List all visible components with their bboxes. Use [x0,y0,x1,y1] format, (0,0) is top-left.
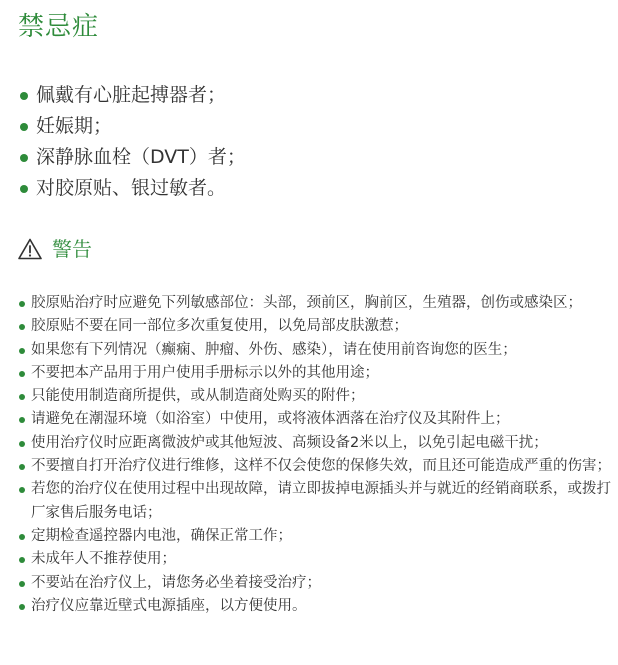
bullet-icon [19,464,25,470]
bullet-icon [19,487,25,493]
list-item-text: 妊娠期； [36,115,113,137]
list-item-text: 请避免在潮湿环境（如浴室）中使用，或将液体洒落在治疗仪及其附件上； [31,411,510,428]
list-item [18,408,614,431]
list-item [18,362,614,385]
list-item [18,80,246,111]
bullet-icon [19,557,25,563]
bullet-icon [19,604,25,610]
bullet-icon [19,301,25,307]
list-item-text: 深静脉血栓（DVT）者； [36,146,246,168]
list-item-text: 佩戴有心脏起搏器者； [36,84,227,106]
warning-triangle-icon [18,238,42,260]
bullet-icon [19,441,25,447]
bullet-icon [19,534,25,540]
list-item [18,292,614,315]
warning-title: 警告 [52,237,92,261]
list-item [18,548,614,571]
bullet-icon [19,394,25,400]
list-item [18,455,614,478]
warnings-list [18,292,614,618]
list-item-text: 不要站在治疗仪上，请您务必坐着接受治疗； [31,574,321,591]
bullet-icon [19,348,25,354]
list-item [18,595,614,618]
contraindications-title: 禁忌症 [18,12,100,42]
list-item [18,173,246,204]
list-item [18,111,246,142]
list-item-text: 治疗仪应靠近壁式电源插座，以方便使用。 [31,597,307,614]
bullet-icon [20,92,28,100]
list-item-text: 使用治疗仪时应距离微波炉或其他短波、高频设备2米以上，以免引起电磁干扰； [31,434,548,451]
list-item-text: 不要把本产品用于用户使用手册标示以外的其他用途； [31,364,379,381]
list-item-text: 定期检查遥控器内电池，确保正常工作； [31,527,292,544]
list-item [18,385,614,408]
list-item-text: 胶原贴治疗时应避免下列敏感部位：头部，颈前区，胸前区，生殖器，创伤或感染区； [31,295,582,311]
bullet-icon [19,417,25,423]
bullet-icon [20,123,28,131]
list-item-text: 胶原贴不要在同一部位多次重复使用，以免局部皮肤激惹； [31,318,408,335]
list-item [18,142,246,173]
contraindications-list [18,80,246,204]
bullet-icon [20,185,28,193]
list-item [18,525,614,548]
warning-header [18,234,92,264]
list-item [18,315,614,338]
bullet-icon [19,324,25,330]
list-item [18,339,614,362]
list-item-text: 不要擅自打开治疗仪进行维修，这样不仅会使您的保修失效，而且还可能造成严重的伤害； [31,458,611,475]
list-item-text: 若您的治疗仪在使用过程中出现故障，请立即拔掉电源插头并与就近的经销商联系，或拨打厂家售后服务电话； [31,481,611,521]
list-item-text: 如果您有下列情况（癫痫、肿瘤、外伤、感染），请在使用前咨询您的医生； [31,341,517,358]
list-item-text: 未成年人不推荐使用； [31,551,176,568]
list-item-text: 对胶原贴、银过敏者。 [36,177,227,199]
list-item [18,478,614,525]
bullet-icon [19,371,25,377]
list-item-text: 只能使用制造商所提供，或从制造商处购买的附件； [31,388,365,405]
list-item [18,432,614,455]
list-item [18,572,614,595]
bullet-icon [20,154,28,162]
bullet-icon [19,581,25,587]
